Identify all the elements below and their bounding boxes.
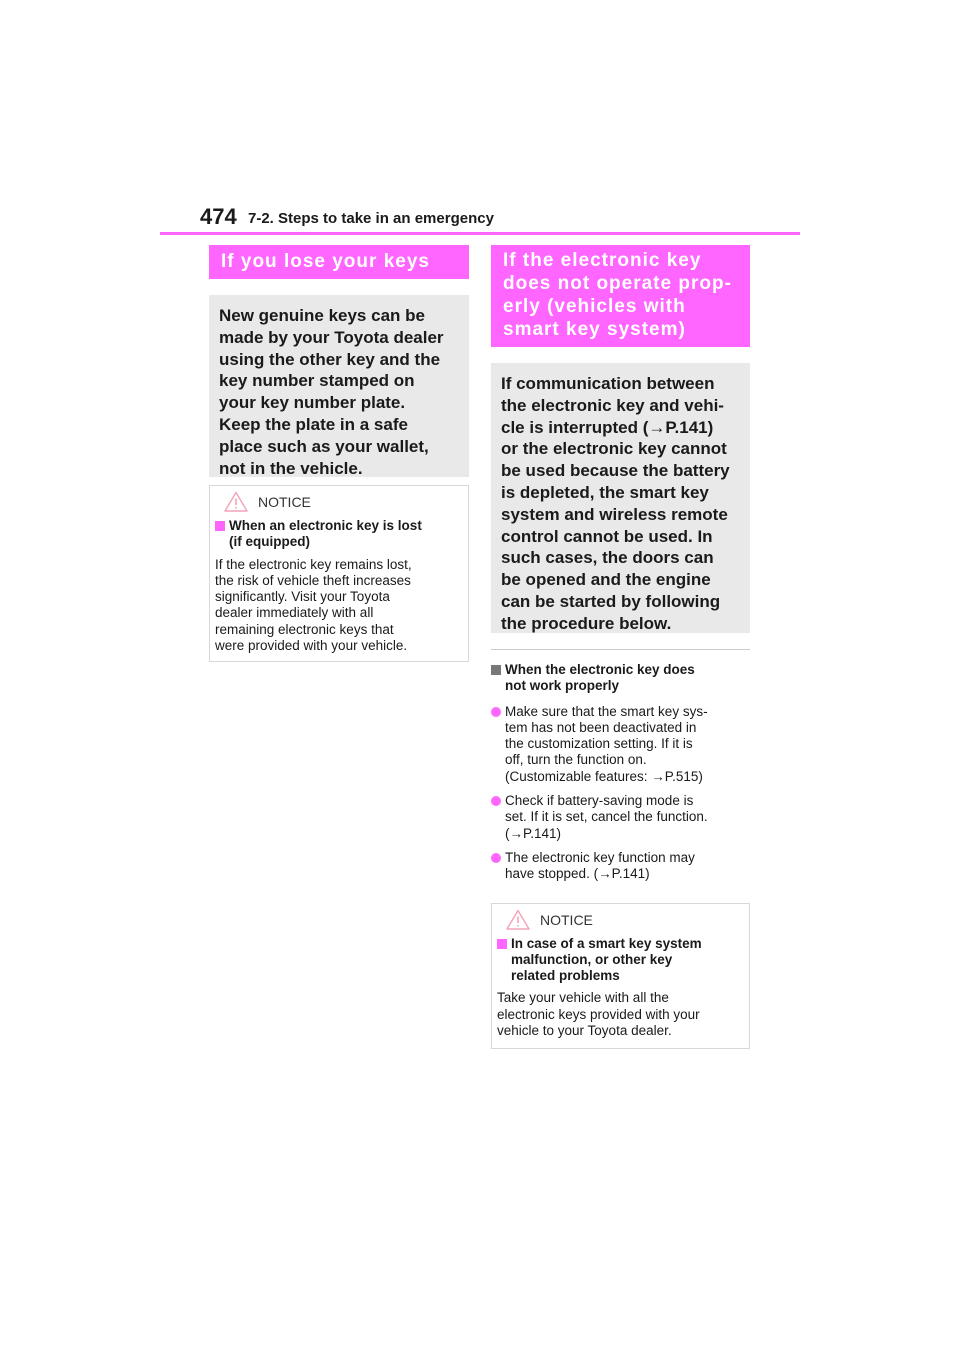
list-item-line: (Customizable features: →P.515) — [505, 768, 703, 784]
list-item-line: the customization setting. If it is — [505, 736, 693, 752]
list-item-line: Check if battery-saving mode is — [505, 793, 694, 809]
round-bullet-icon — [491, 707, 501, 717]
square-bullet-icon — [497, 939, 507, 949]
notice-label: NOTICE — [540, 911, 593, 928]
summary-line: your key number plate. — [219, 393, 406, 413]
notice-text — [497, 990, 743, 1039]
smart-key-summary — [491, 363, 750, 633]
list-item-line: set. If it is set, cancel the function. — [505, 809, 708, 825]
summary-line: New genuine keys can be — [219, 306, 425, 325]
notice-body — [210, 518, 468, 654]
page-number: 474 — [200, 204, 237, 229]
summary-line: the procedure below. — [501, 613, 672, 633]
spacer — [491, 891, 750, 903]
section-divider — [491, 649, 750, 650]
list-item-line: (→P.141) — [505, 825, 562, 841]
notice-line: If the electronic key remains lost, — [215, 556, 412, 572]
summary-line: the electronic key and vehi- — [501, 395, 724, 415]
summary-line: using the other key and the — [219, 349, 441, 369]
summary-line: system and wireless remote — [501, 504, 728, 524]
list-item-line: have stopped. (→P.141) — [505, 866, 650, 882]
notice-line: Take your vehicle with all the — [497, 990, 669, 1006]
warning-triangle-icon — [506, 909, 530, 930]
notice-label: NOTICE — [258, 494, 311, 510]
smart-key-heading — [491, 245, 750, 347]
list-item — [491, 850, 750, 883]
notice-header — [210, 486, 468, 518]
summary-line: Keep the plate in a safe — [219, 414, 408, 434]
notice-line: the risk of vehicle theft increases — [215, 572, 411, 588]
notice-title-line: related problems — [511, 968, 620, 984]
notice-line: remaining electronic keys that — [215, 621, 394, 637]
list-item-line: off, turn the function on. — [505, 752, 647, 768]
list-item-line: tem has not been deactivated in — [505, 719, 697, 735]
header-rule — [160, 232, 800, 235]
notice-line: vehicle to your Toyota dealer. — [497, 1023, 672, 1039]
round-bullet-icon — [491, 796, 501, 806]
page-header — [160, 204, 800, 234]
bullet-list — [491, 704, 750, 883]
summary-line: control cannot be used. In — [501, 526, 713, 546]
subsection-title-line: When the electronic key does — [505, 662, 695, 677]
square-bullet-icon — [215, 521, 225, 531]
heading-line: smart key system) — [503, 319, 686, 340]
lost-keys-heading: If you lose your keys — [209, 245, 469, 279]
summary-line: or the electronic key cannot — [501, 439, 727, 459]
right-column — [491, 245, 750, 1049]
notice-line: were provided with your vehicle. — [215, 638, 408, 654]
notice-line: dealer immediately with all — [215, 605, 374, 621]
notice-text — [215, 557, 462, 655]
square-bullet-icon — [491, 665, 501, 675]
notice-title-line: (if equipped) — [229, 534, 310, 550]
summary-line: If communication between — [501, 374, 715, 393]
notice-line: electronic keys provided with your — [497, 1006, 700, 1022]
subsection-title — [491, 662, 750, 695]
section-title: 7-2. Steps to take in an emergency — [248, 210, 494, 227]
summary-line: cle is interrupted (→P.141) — [501, 417, 714, 437]
notice-header — [492, 904, 749, 936]
left-column — [209, 245, 469, 662]
summary-line: be opened and the engine — [501, 570, 711, 590]
notice-box-smart-key — [491, 903, 750, 1049]
notice-title — [497, 936, 743, 985]
summary-line: such cases, the doors can — [501, 548, 714, 568]
lost-keys-summary — [209, 295, 469, 477]
summary-line: made by your Toyota dealer — [219, 327, 444, 347]
subsection-title-line: not work properly — [505, 678, 620, 694]
notice-box-lost-key — [209, 485, 469, 662]
list-item — [491, 704, 750, 785]
heading-line: If the electronic key — [503, 250, 702, 271]
heading-line: does not operate prop- — [503, 273, 732, 294]
list-item — [491, 793, 750, 842]
summary-line: is depleted, the smart key — [501, 482, 709, 502]
summary-line: be used because the battery — [501, 461, 730, 481]
notice-title-line: malfunction, or other key — [511, 951, 673, 967]
summary-line: key number stamped on — [219, 371, 415, 391]
summary-line: place such as your wallet, — [219, 436, 429, 456]
notice-title — [215, 518, 462, 551]
warning-triangle-icon — [224, 491, 248, 512]
list-item-line: Make sure that the smart key sys- — [505, 703, 708, 719]
summary-line: not in the vehicle. — [219, 458, 363, 478]
notice-body — [492, 936, 749, 1040]
notice-title-line: In case of a smart key system — [511, 935, 702, 951]
notice-line: significantly. Visit your Toyota — [215, 589, 390, 605]
summary-line: can be started by following — [501, 591, 721, 611]
round-bullet-icon — [491, 853, 501, 863]
notice-title-line: When an electronic key is lost — [229, 518, 422, 533]
list-item-line: The electronic key function may — [505, 849, 695, 865]
heading-line: erly (vehicles with — [503, 296, 686, 317]
